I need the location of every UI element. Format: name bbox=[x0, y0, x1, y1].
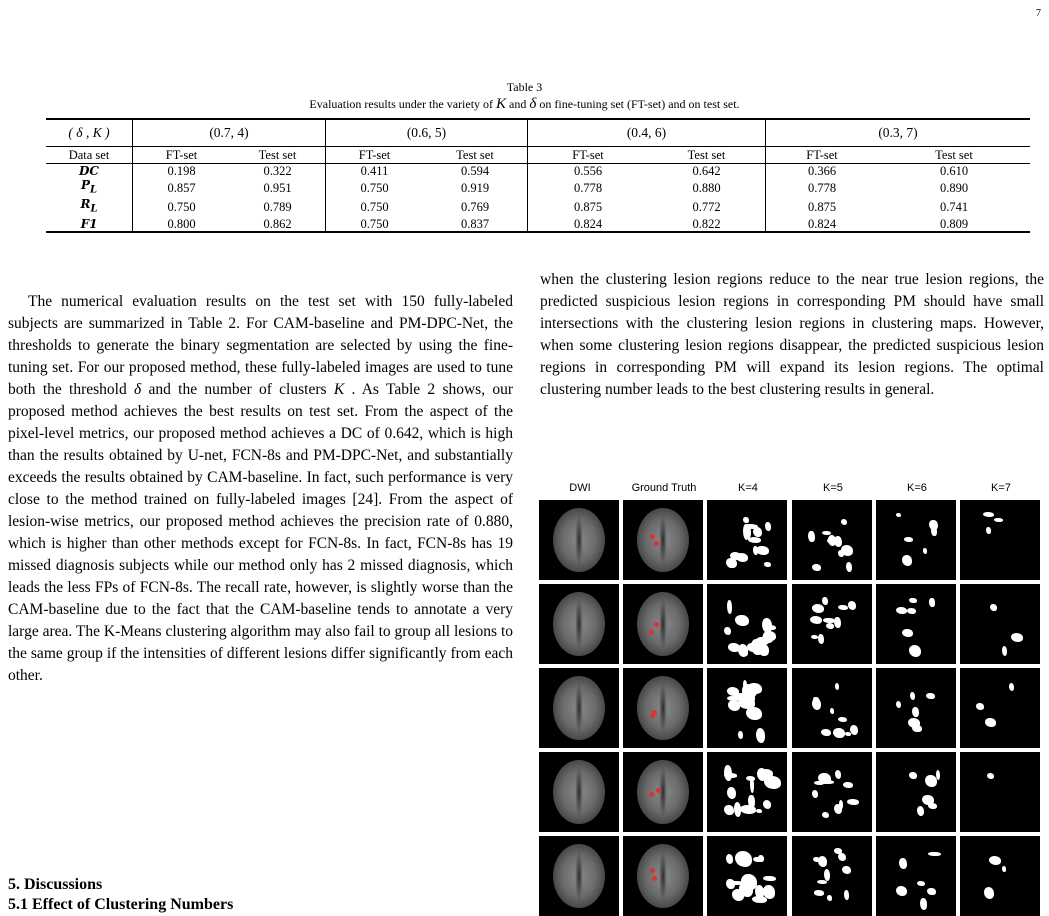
cluster-region bbox=[904, 537, 912, 541]
cluster-region bbox=[753, 546, 758, 555]
cluster-map-image bbox=[876, 584, 956, 664]
cluster-region bbox=[986, 527, 991, 534]
cluster-map-image bbox=[960, 668, 1040, 748]
cluster-region bbox=[812, 790, 818, 798]
cluster-region bbox=[727, 600, 732, 615]
brain-shape bbox=[637, 844, 689, 908]
metric-label: DC bbox=[46, 164, 133, 179]
sub-header: Test set bbox=[423, 147, 528, 164]
table-cell: 0.642 bbox=[648, 164, 766, 179]
cluster-region bbox=[850, 725, 858, 734]
cluster-region bbox=[909, 645, 921, 657]
cluster-region bbox=[899, 858, 907, 869]
cluster-region bbox=[844, 890, 849, 901]
cluster-region bbox=[748, 795, 754, 809]
cluster-region bbox=[896, 513, 902, 517]
cluster-region bbox=[826, 623, 834, 629]
cluster-region bbox=[827, 895, 832, 901]
cluster-region bbox=[912, 725, 922, 732]
cluster-region bbox=[838, 550, 844, 557]
sub-header: FT-set bbox=[326, 147, 424, 164]
data-set-label: Data set bbox=[46, 147, 133, 164]
cluster-map-image bbox=[792, 836, 872, 916]
cluster-region bbox=[902, 629, 913, 637]
brain-shape bbox=[553, 592, 605, 656]
table-cell: 0.750 bbox=[360, 180, 389, 195]
table-cell: 0.880 bbox=[648, 178, 766, 197]
brain-scan-image bbox=[623, 836, 703, 916]
cluster-region bbox=[810, 616, 823, 624]
cluster-region bbox=[896, 701, 901, 708]
cluster-map-image bbox=[876, 836, 956, 916]
cluster-region bbox=[744, 524, 751, 539]
cluster-region bbox=[818, 634, 824, 643]
table-caption: Evaluation results under the variety of K and δ on fine-tuning set (FT-set) and on test set. bbox=[309, 96, 740, 112]
cluster-region bbox=[987, 773, 994, 779]
cluster-region bbox=[833, 728, 845, 738]
cluster-region bbox=[724, 765, 732, 781]
table-cell: 0.769 bbox=[423, 197, 528, 216]
table-cell: 0.875 bbox=[573, 200, 603, 215]
cluster-region bbox=[812, 604, 824, 613]
cluster-region bbox=[756, 809, 762, 813]
cluster-map-image bbox=[876, 752, 956, 832]
brain-scan-image bbox=[623, 668, 703, 748]
table-subheader-row bbox=[46, 147, 1030, 164]
table-cell: 0.875 bbox=[807, 200, 837, 215]
table-row bbox=[46, 164, 1030, 179]
cluster-region bbox=[763, 800, 771, 809]
cluster-region bbox=[926, 693, 934, 699]
cluster-region bbox=[743, 517, 749, 524]
cluster-region bbox=[834, 617, 841, 628]
right-column-text bbox=[540, 269, 1044, 401]
figure-column-label: K=7 bbox=[991, 482, 1011, 494]
cluster-region bbox=[735, 615, 749, 627]
cluster-region bbox=[907, 608, 916, 614]
table-cell: 0.322 bbox=[230, 164, 326, 179]
brain-shape bbox=[553, 844, 605, 908]
cluster-region bbox=[744, 648, 749, 656]
cluster-region bbox=[812, 564, 821, 572]
cluster-region bbox=[758, 855, 763, 862]
figure-column-label: DWI bbox=[569, 482, 591, 494]
table-cell: 0.741 bbox=[939, 200, 969, 215]
cluster-region bbox=[847, 799, 860, 805]
cluster-region bbox=[760, 769, 773, 778]
table-cell: 0.778 bbox=[573, 180, 603, 195]
cluster-map-image bbox=[876, 668, 956, 748]
param-group: (0.3, 7) bbox=[766, 119, 1031, 147]
table-cell: 0.857 bbox=[167, 180, 196, 195]
brain-scan-image bbox=[623, 584, 703, 664]
cluster-region bbox=[917, 881, 925, 886]
cluster-region bbox=[1009, 683, 1014, 691]
cluster-region bbox=[834, 848, 842, 854]
cluster-region bbox=[896, 607, 907, 614]
cluster-region bbox=[817, 880, 827, 884]
cluster-region bbox=[976, 703, 984, 709]
cluster-region bbox=[994, 518, 1004, 523]
cluster-region bbox=[989, 856, 1001, 865]
cluster-region bbox=[724, 805, 734, 816]
cluster-region bbox=[909, 598, 917, 604]
brain-scan-image bbox=[539, 752, 619, 832]
cluster-region bbox=[928, 852, 941, 857]
brain-shape bbox=[553, 676, 605, 740]
table-cell: 0.366 bbox=[807, 164, 837, 178]
cluster-region bbox=[753, 527, 763, 538]
cluster-region bbox=[936, 770, 940, 780]
body-paragraph: The numerical evaluation results on the test set with 150 fully-labeled subjects are summarized in Table 2. For CAM-baseline and PM-DPC-Net, the thresholds to generate the binary segmentation are selected by using the fine-tuning set. For our proposed method, these fully-labeled images are used to tune both the threshold δ and the number of clusters K . As Table 2 shows, our proposed method achieves the best results on test set. From the aspect of the pixel-level metrics, our proposed method achieves a DC of 0.642, which is high than the results obtained by U-net, FCN-8s and PM-DPC-Net, and substantially exceeds the results obtained by CAM-baseline. In fact, such performance is very close to the method trained on fully-labeled images [24]. From the aspect of lesion-wise metrics, our proposed method achieves the precision rate of 0.880, which is higher than other methods except for FCN-8s. In fact, FCN-8s has 19 missed diagnosis subjects while our method only has 2 missed diagnosis, which leads the less FPs of FCN-8s. The recall rate, however, is slightly worse than the CAM-baseline due to the fact that the CAM-baseline tends to annotate a very large area. The K-Means clustering algorithm may also fail to group all lesions to the same group if the intensities of different lesions differ significantly from each other. bbox=[8, 293, 514, 684]
cluster-region bbox=[728, 700, 740, 711]
table-row bbox=[46, 178, 1030, 197]
cluster-region bbox=[808, 531, 814, 543]
table-label: Table 3 bbox=[506, 80, 543, 94]
cluster-region bbox=[824, 869, 830, 881]
lesion-marker bbox=[650, 534, 655, 539]
cluster-region bbox=[752, 896, 767, 903]
cluster-region bbox=[1002, 646, 1007, 656]
cluster-region bbox=[984, 887, 994, 898]
cluster-region bbox=[765, 522, 771, 531]
cluster-map-image bbox=[707, 500, 787, 580]
body-paragraph: when the clustering lesion regions reduce to the near true lesion regions, the predicted suspicious lesion regions in corresponding PM should have small intersections with the clustering lesion regions in clustering maps. However, when some clustering lesion regions disappear, the predicted suspicious lesion regions in corresponding PM will expand its lesion regions. The optimal clustering number leads to the best clustering results in general. bbox=[540, 271, 1044, 398]
table-cell: 0.778 bbox=[807, 180, 837, 195]
table-cell: 0.750 bbox=[326, 217, 424, 232]
table-cell: 0.824 bbox=[528, 217, 649, 232]
sub-header: Test set bbox=[648, 147, 766, 164]
cluster-region bbox=[748, 537, 761, 543]
cluster-region bbox=[764, 776, 782, 790]
brain-scan-image bbox=[623, 752, 703, 832]
cluster-region bbox=[727, 787, 736, 799]
cluster-region bbox=[922, 795, 934, 805]
brain-shape bbox=[637, 676, 689, 740]
cluster-region bbox=[818, 856, 828, 867]
cluster-region bbox=[724, 627, 731, 635]
cluster-region bbox=[927, 888, 936, 895]
brain-scan-image bbox=[539, 668, 619, 748]
table-cell: 0.789 bbox=[230, 197, 326, 216]
cluster-region bbox=[756, 728, 765, 743]
cluster-map-image bbox=[960, 836, 1040, 916]
table-cell: 0.594 bbox=[423, 164, 528, 179]
cluster-region bbox=[814, 890, 825, 895]
cluster-map-image bbox=[960, 584, 1040, 664]
table-header-row bbox=[46, 119, 1030, 147]
cluster-region bbox=[910, 692, 915, 700]
table-cell: 0.556 bbox=[573, 164, 603, 178]
brain-shape bbox=[637, 760, 689, 824]
lesion-marker bbox=[654, 622, 659, 627]
figure-column-label: Ground Truth bbox=[631, 482, 697, 494]
brain-scan-image bbox=[539, 584, 619, 664]
section-heading: 5. Discussions bbox=[8, 876, 103, 893]
table-cell: 0.824 bbox=[766, 217, 879, 232]
cluster-region bbox=[923, 548, 927, 553]
cluster-region bbox=[843, 782, 853, 788]
brain-shape bbox=[637, 508, 689, 572]
sub-header: FT-set bbox=[528, 147, 649, 164]
table-cell: 0.610 bbox=[939, 164, 969, 178]
cluster-map-image bbox=[792, 500, 872, 580]
left-column-text bbox=[8, 291, 513, 687]
cluster-map-image bbox=[792, 584, 872, 664]
cluster-region bbox=[917, 806, 924, 816]
figure-column-label: K=4 bbox=[738, 482, 758, 494]
clustering-figure bbox=[539, 482, 1044, 907]
cluster-region bbox=[763, 876, 776, 882]
brain-scan-image bbox=[539, 836, 619, 916]
cluster-region bbox=[811, 635, 818, 639]
table-cell: 0.198 bbox=[167, 164, 196, 178]
cluster-region bbox=[929, 520, 938, 531]
cluster-region bbox=[727, 696, 740, 701]
cluster-region bbox=[838, 853, 846, 861]
cluster-region bbox=[735, 851, 753, 867]
cluster-region bbox=[845, 732, 851, 736]
cluster-region bbox=[909, 772, 917, 780]
cluster-map-image bbox=[960, 752, 1040, 832]
table-cell: 0.750 bbox=[360, 200, 389, 215]
table-cell: 0.862 bbox=[230, 217, 326, 232]
cluster-region bbox=[764, 562, 770, 567]
table-cell: 0.411 bbox=[360, 164, 389, 178]
param-group: (0.4, 6) bbox=[528, 119, 766, 147]
table-cell: 0.750 bbox=[167, 200, 196, 215]
cluster-map-image bbox=[707, 584, 787, 664]
table-cell: 0.800 bbox=[133, 217, 231, 232]
results-table bbox=[46, 118, 1030, 233]
cluster-map-image bbox=[792, 752, 872, 832]
cluster-region bbox=[920, 898, 926, 909]
cluster-region bbox=[821, 729, 831, 736]
cluster-region bbox=[1002, 866, 1006, 873]
cluster-region bbox=[842, 866, 851, 874]
table-cell: 0.919 bbox=[423, 178, 528, 197]
sub-header: FT-set bbox=[766, 147, 879, 164]
table-cell: 0.837 bbox=[423, 217, 528, 232]
cluster-region bbox=[762, 634, 773, 643]
cluster-region bbox=[1011, 633, 1023, 642]
cluster-region bbox=[822, 531, 831, 535]
metric-label: $R_L$ bbox=[46, 197, 133, 216]
lesion-marker bbox=[656, 788, 661, 793]
param-header: ( δ , K ) bbox=[46, 119, 133, 147]
param-group: (0.6, 5) bbox=[326, 119, 528, 147]
cluster-region bbox=[766, 625, 776, 630]
cluster-region bbox=[912, 707, 919, 718]
cluster-region bbox=[835, 770, 841, 779]
cluster-map-image bbox=[792, 668, 872, 748]
cluster-map-image bbox=[960, 500, 1040, 580]
brain-shape bbox=[553, 508, 605, 572]
cluster-region bbox=[929, 598, 934, 608]
table-cell: 0.772 bbox=[648, 197, 766, 216]
sub-header: Test set bbox=[230, 147, 326, 164]
cluster-region bbox=[990, 604, 996, 611]
cluster-region bbox=[756, 546, 768, 555]
cluster-map-image bbox=[707, 668, 787, 748]
cluster-region bbox=[902, 555, 912, 566]
cluster-region bbox=[835, 683, 839, 689]
cluster-region bbox=[846, 562, 852, 572]
subsection-heading: 5.1 Effect of Clustering Numbers bbox=[8, 896, 234, 913]
cluster-map-image bbox=[707, 752, 787, 832]
cluster-region bbox=[730, 552, 742, 560]
cluster-region bbox=[822, 812, 829, 818]
cluster-map-image bbox=[707, 836, 787, 916]
table-cell: 0.951 bbox=[230, 178, 326, 197]
table-cell: 0.809 bbox=[878, 217, 1030, 232]
cluster-region bbox=[834, 536, 842, 547]
cluster-region bbox=[738, 731, 743, 739]
cluster-region bbox=[985, 718, 996, 728]
cluster-region bbox=[838, 717, 847, 722]
table-row bbox=[46, 197, 1030, 216]
cluster-region bbox=[728, 643, 739, 652]
table-cell: 0.822 bbox=[648, 217, 766, 232]
cluster-region bbox=[822, 597, 828, 605]
cluster-region bbox=[743, 680, 747, 690]
table-cell: 0.890 bbox=[939, 180, 969, 195]
cluster-region bbox=[925, 775, 936, 787]
metric-label: $P_L$ bbox=[46, 178, 133, 197]
cluster-region bbox=[848, 601, 856, 609]
cluster-region bbox=[838, 605, 848, 610]
cluster-region bbox=[734, 802, 741, 817]
cluster-region bbox=[983, 512, 994, 517]
page-number: 7 bbox=[1036, 8, 1041, 19]
figure-column-label: K=5 bbox=[823, 482, 843, 494]
brain-scan-image bbox=[539, 500, 619, 580]
metric-label: F1 bbox=[46, 217, 133, 232]
cluster-region bbox=[726, 854, 733, 864]
lesion-marker bbox=[652, 876, 657, 881]
table-row bbox=[46, 217, 1030, 232]
cluster-region bbox=[896, 886, 907, 896]
cluster-region bbox=[830, 708, 835, 714]
cluster-region bbox=[834, 804, 843, 814]
cluster-region bbox=[841, 519, 847, 525]
sub-header: FT-set bbox=[133, 147, 231, 164]
brain-shape bbox=[553, 760, 605, 824]
cluster-region bbox=[746, 707, 762, 720]
param-group: (0.7, 4) bbox=[133, 119, 326, 147]
figure-column-label: K=6 bbox=[907, 482, 927, 494]
brain-shape bbox=[637, 592, 689, 656]
cluster-map-image bbox=[876, 500, 956, 580]
sub-header: Test set bbox=[878, 147, 1030, 164]
brain-scan-image bbox=[623, 500, 703, 580]
